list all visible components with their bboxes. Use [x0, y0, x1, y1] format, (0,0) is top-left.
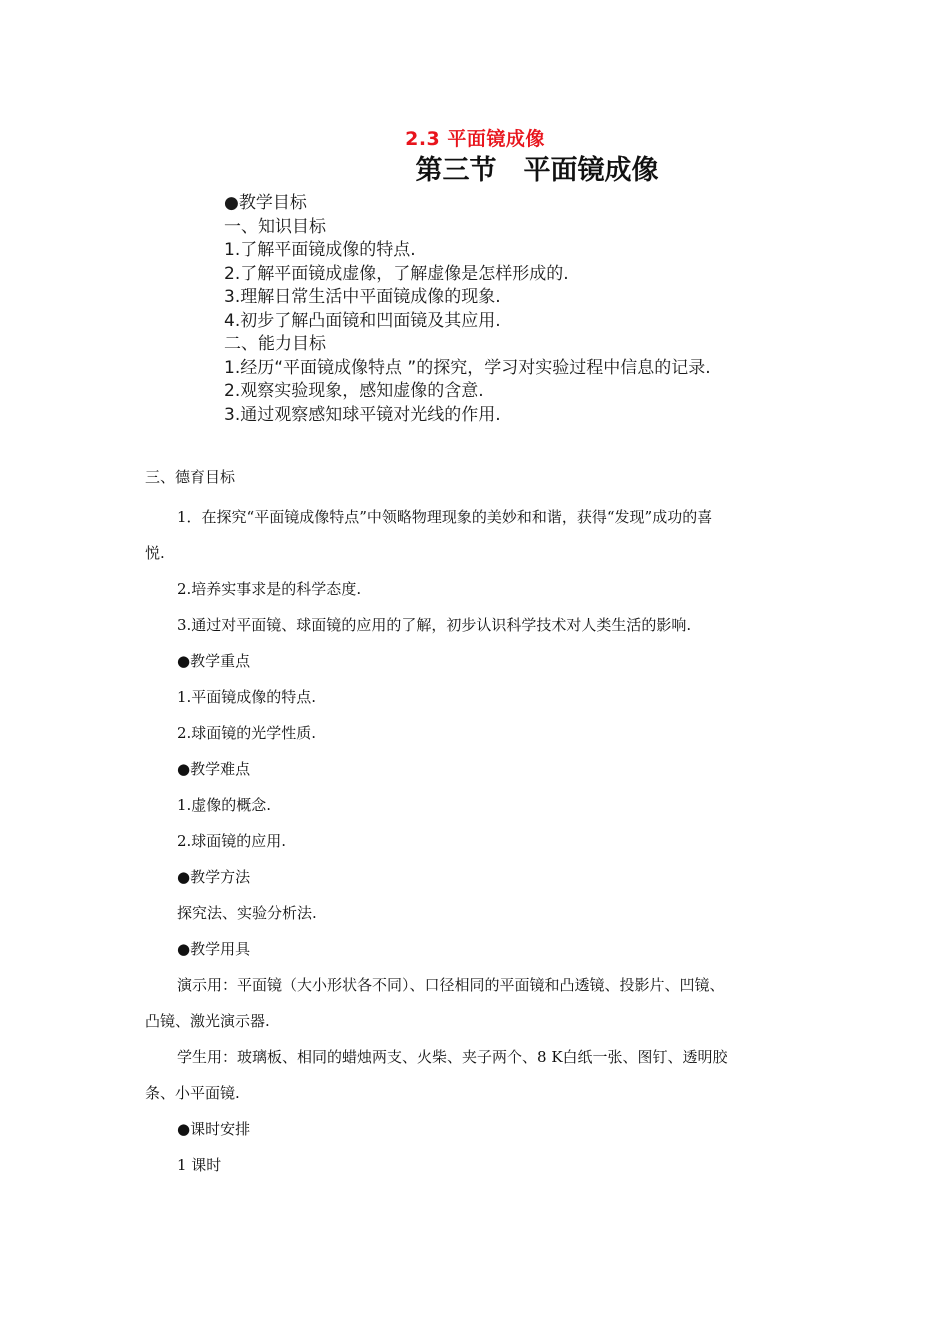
moral-goal-3: 3.通过对平面镜、球面镜的应用的了解，初步认识科学技术对人类生活的影响.	[177, 616, 692, 634]
moral-goal-1: 1．在探究“平面镜成像特点”中领略物理现象的美妙和和谐，获得“发现”成功的喜	[177, 508, 713, 526]
knowledge-goals-heading: 一、知识目标	[224, 216, 326, 237]
methods-text: 探究法、实验分析法.	[177, 904, 317, 922]
tools-heading: ●教学用具	[177, 940, 251, 958]
ability-goal-1: 1.经历“平面镜成像特点 ”的探究，学习对实验过程中信息的记录.	[224, 357, 711, 378]
lesson-body	[145, 499, 810, 1183]
section-title: 第三节 平面镜成像	[415, 155, 659, 186]
student-tools-continued: 条、小平面镜.	[145, 1084, 240, 1102]
ability-goal-3: 3.通过观察感知球平镜对光线的作用.	[224, 404, 501, 425]
moral-goals-heading: 三、德育目标	[145, 468, 236, 486]
schedule-heading: ●课时安排	[177, 1120, 251, 1138]
knowledge-goal-4: 4.初步了解凸面镜和凹面镜及其应用.	[224, 310, 501, 331]
student-tools: 学生用：玻璃板、相同的蜡烛两支、火柴、夹子两个、8 K白纸一张、图钉、透明胶	[177, 1048, 728, 1066]
moral-goal-1-continued: 悦.	[145, 544, 165, 562]
moral-goal-2: 2.培养实事求是的科学态度.	[177, 580, 362, 598]
ability-goal-2: 2.观察实验现象，感知虚像的含意.	[224, 381, 484, 401]
knowledge-goal-1: 1.了解平面镜成像的特点.	[224, 240, 416, 260]
demo-tools: 演示用：平面镜（大小形状各不同）、口径相同的平面镜和凸透镜、投影片、凹镜、	[177, 976, 725, 994]
difficulty-1: 1.虚像的概念.	[177, 796, 272, 814]
ability-goals-heading: 二、能力目标	[224, 334, 326, 354]
goals-heading: ●教学目标	[224, 193, 307, 213]
demo-tools-continued: 凸镜、激光演示器.	[145, 1012, 270, 1030]
schedule-text: 1 课时	[177, 1156, 222, 1174]
methods-heading: ●教学方法	[177, 868, 251, 886]
top-title: 2.3 平面镜成像	[405, 128, 545, 150]
teaching-goals-block	[224, 192, 844, 427]
key-point-1: 1.平面镜成像的特点.	[177, 688, 317, 706]
difficulties-heading: ●教学难点	[177, 760, 251, 778]
key-point-2: 2.球面镜的光学性质.	[177, 724, 317, 742]
key-points-heading: ●教学重点	[177, 652, 251, 670]
knowledge-goal-3: 3.理解日常生活中平面镜成像的现象.	[224, 287, 501, 307]
knowledge-goal-2: 2.了解平面镜成虚像，了解虚像是怎样形成的.	[224, 263, 569, 284]
difficulty-2: 2.球面镜的应用.	[177, 832, 287, 850]
